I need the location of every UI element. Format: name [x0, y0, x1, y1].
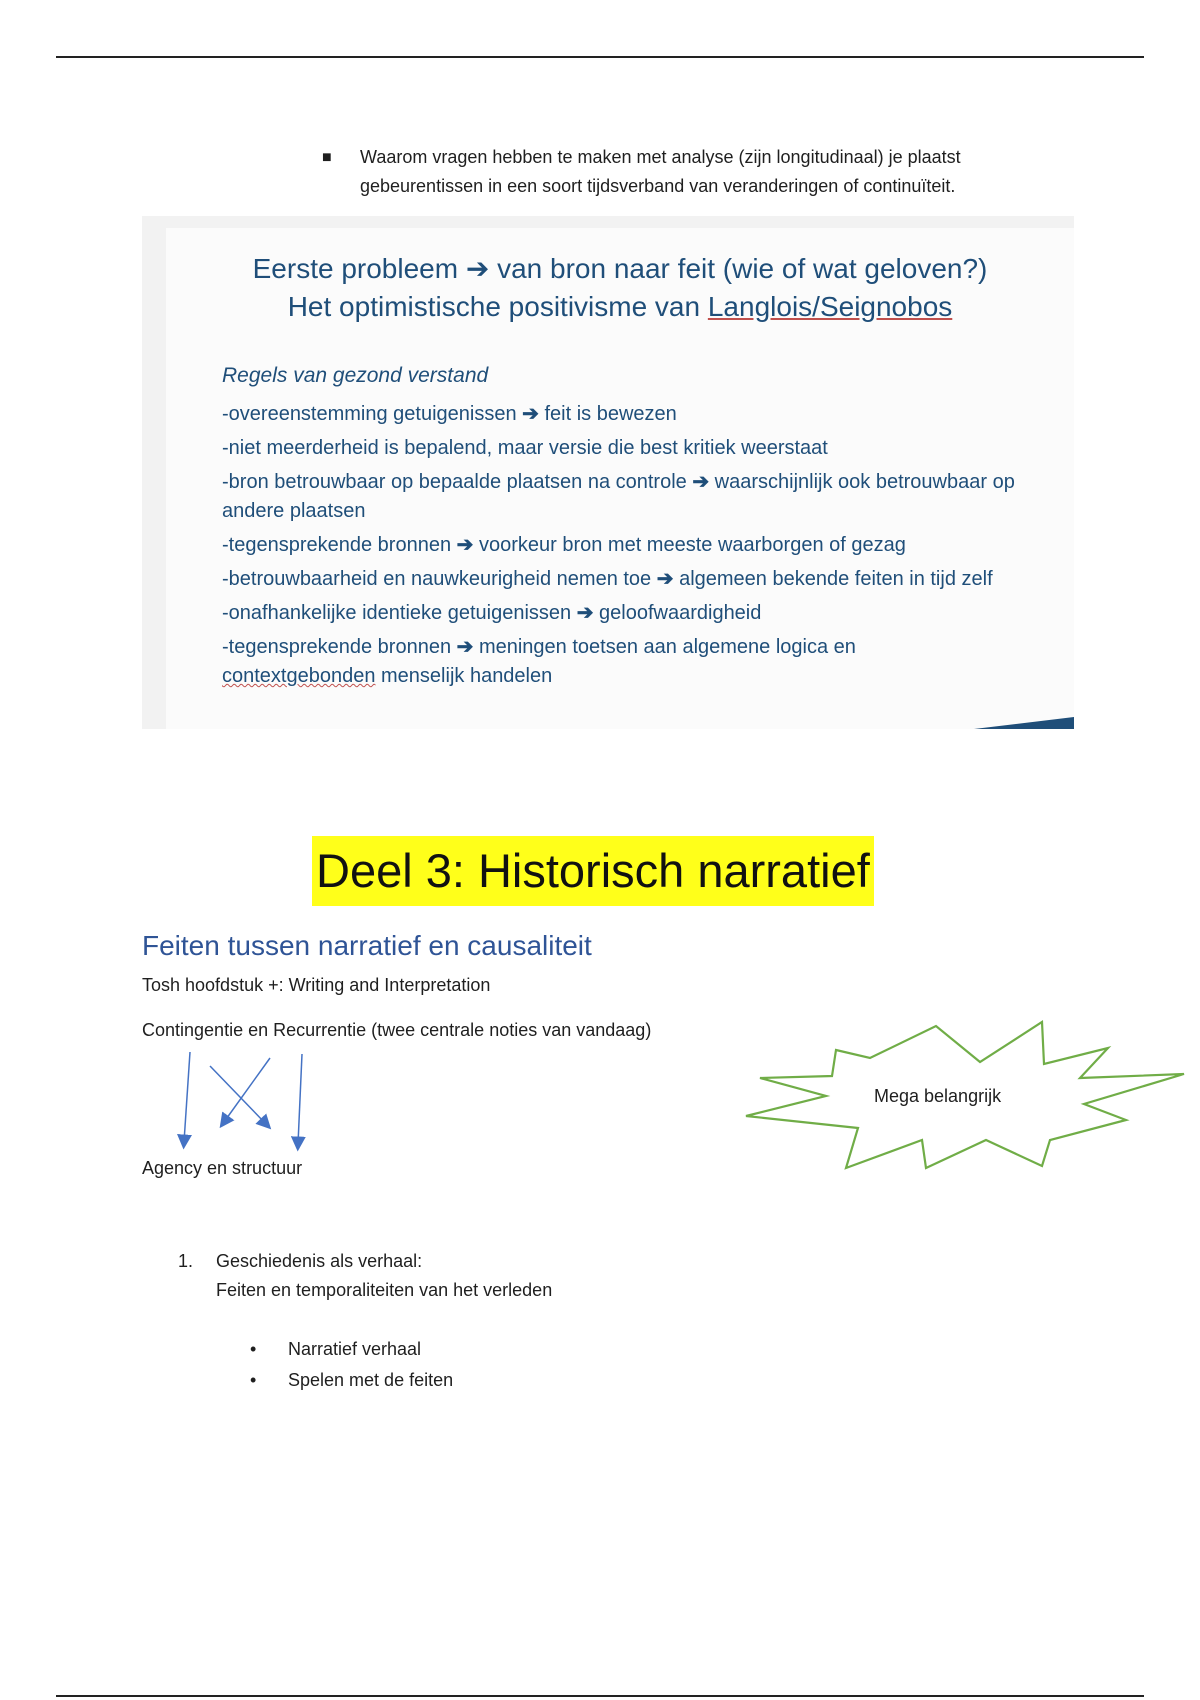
right-arrow-icon: ➔	[656, 568, 674, 590]
burst-label: Mega belangrijk	[874, 1086, 1002, 1106]
right-arrow-icon: ➔	[576, 602, 594, 624]
square-bullet-icon: ■	[322, 149, 332, 166]
rule-result: meningen toetsen aan algemene logica en	[478, 636, 856, 658]
sub-bullet-list	[250, 1334, 453, 1396]
numbered-item	[178, 1247, 552, 1305]
rule-item	[222, 633, 1062, 691]
list-item: • Spelen met de feiten	[250, 1365, 453, 1396]
intro-bullet-text: Waarom vragen hebben te maken met analyse (zijn longitudinaal) je plaatst gebeurentissen in een soort tijdsverband van veranderingen of continuïteit.	[360, 147, 961, 196]
slide-title-line2	[166, 288, 1074, 326]
rule-item	[222, 599, 1062, 628]
arrow-down-right	[298, 1054, 302, 1144]
right-arrow-icon: ➔	[456, 534, 474, 556]
rule-text: -onafhankelijke identieke getuigenissen	[222, 602, 572, 624]
right-arrow-icon: ➔	[692, 471, 710, 493]
rules-heading: Regels van gezond verstand	[222, 364, 489, 387]
rule-squiggle-word: contextgebonden	[222, 665, 376, 687]
item-line1: Geschiedenis als verhaal:	[216, 1251, 423, 1271]
arrow-down-left	[184, 1052, 190, 1142]
agency-line: Agency en structuur	[142, 1158, 303, 1178]
rule-text: -niet meerderheid is bepalend, maar versie die best kritiek weerstaat	[222, 437, 828, 459]
subheading: Feiten tussen narratief en causaliteit	[142, 930, 592, 961]
rule-result: algemeen bekende feiten in tijd zelf	[679, 568, 993, 590]
right-arrow-icon: ➔	[456, 636, 474, 658]
right-arrow-icon: ➔	[465, 253, 490, 284]
item-number: 1.	[178, 1251, 194, 1271]
rule-item	[222, 565, 1062, 594]
arrows-diagram	[170, 1048, 320, 1154]
slide-accent-shape	[974, 717, 1074, 729]
rule-text: -tegensprekende bronnen	[222, 636, 452, 658]
bottom-rule	[56, 1695, 1144, 1697]
rule-result: feit is bewezen	[544, 403, 677, 425]
section-title: Deel 3: Historisch narratief	[312, 836, 874, 906]
slide-title	[166, 250, 1074, 326]
rule-text: -overeenstemming getuigenissen	[222, 403, 517, 425]
top-rule	[56, 56, 1144, 58]
rule-tail: menselijk handelen	[375, 665, 553, 687]
rule-item	[222, 400, 1062, 429]
rule-result: voorkeur bron met meeste waarborgen of gezag	[478, 534, 906, 556]
item-line2: Feiten en temporaliteiten van het verleden	[216, 1280, 553, 1300]
rule-result: geloofwaardigheid	[599, 602, 762, 624]
rule-item	[222, 434, 1062, 463]
contingentie-line: Contingentie en Recurrentie (twee centrale noties van vandaag)	[142, 1020, 652, 1040]
slide-title-authors: Langlois/Seignobos	[707, 291, 953, 322]
rule-text: -betrouwbaarheid en nauwkeurigheid nemen toe	[222, 568, 652, 590]
slide-panel	[166, 228, 1074, 729]
slide-title-part1: Eerste probleem	[252, 253, 459, 284]
tosh-line: Tosh hoofdstuk +: Writing and Interpretation	[142, 975, 491, 995]
intro-bullet	[322, 143, 1042, 201]
list-item: • Narratief verhaal	[250, 1334, 453, 1365]
rule-item	[222, 468, 1062, 526]
rules-list	[222, 400, 1062, 696]
right-arrow-icon: ➔	[522, 403, 539, 425]
arrow-cross-left	[224, 1058, 270, 1122]
slide-title-part2: van bron naar feit (wie of wat geloven?)	[497, 253, 988, 284]
rule-item	[222, 531, 1062, 560]
rule-result: waarschijnlijk ook betrouwbaar op andere plaatsen	[222, 471, 1015, 522]
rule-text: -tegensprekende bronnen	[222, 534, 452, 556]
rule-text: -bron betrouwbaar op bepaalde plaatsen na controle	[222, 471, 687, 493]
slide-title-line2-prefix: Het optimistische positivisme van	[287, 291, 708, 322]
embedded-slide-image	[142, 216, 1074, 729]
